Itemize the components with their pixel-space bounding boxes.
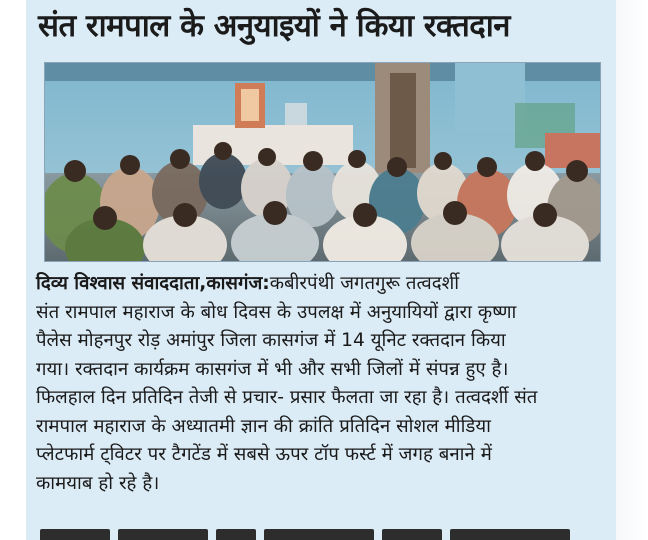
body-line-1 — [36, 270, 608, 299]
article-body — [36, 270, 608, 498]
body-line-7: प्लेटफार्म ट्विटर पर टैगटेंड में सबसे ऊपर टॉप फर्स्ट में जगह बनाने में — [36, 444, 492, 465]
body-line-4: गया। रक्तदान कार्यक्रम कासगंज में भी और सभी जिलों में संपन्न हुए है। — [36, 358, 509, 380]
dateline: दिव्य विश्वास संवाददाता,कासगंज: — [36, 273, 270, 294]
body-line-5: फिलहाल दिन प्रतिदिन तेजी से प्रचार- प्रसार फैलता जा रहा है। तत्वदर्शी संत — [36, 387, 538, 408]
article-photo — [44, 62, 601, 262]
body-line-1-text: कबीरपंथी जगतगुरू तत्वदर्शी — [269, 273, 460, 294]
body-line-3: पैलेस मोहनपुर रोड़ अमांपुर जिला कासगंज में 14 यूनिट रक्तदान किया — [36, 330, 506, 351]
gathering-photo — [45, 63, 600, 261]
body-line-2: संत रामपाल महाराज के बोध दिवस के उपलक्ष में अनुयायियों द्वारा कृष्णा — [36, 301, 517, 323]
cut-off-next-headline — [40, 528, 600, 540]
newspaper-clipping — [26, 0, 616, 540]
body-line-8: कामयाब हो रहे है। — [36, 472, 160, 494]
page-margin — [616, 0, 648, 540]
body-line-6: रामपाल महाराज के अध्यातमी ज्ञान की क्रांति प्रतिदिन सोशल मीडिया — [36, 415, 491, 437]
article-headline: संत रामपाल के अनुयाइयों ने किया रक्तदान — [38, 8, 510, 44]
